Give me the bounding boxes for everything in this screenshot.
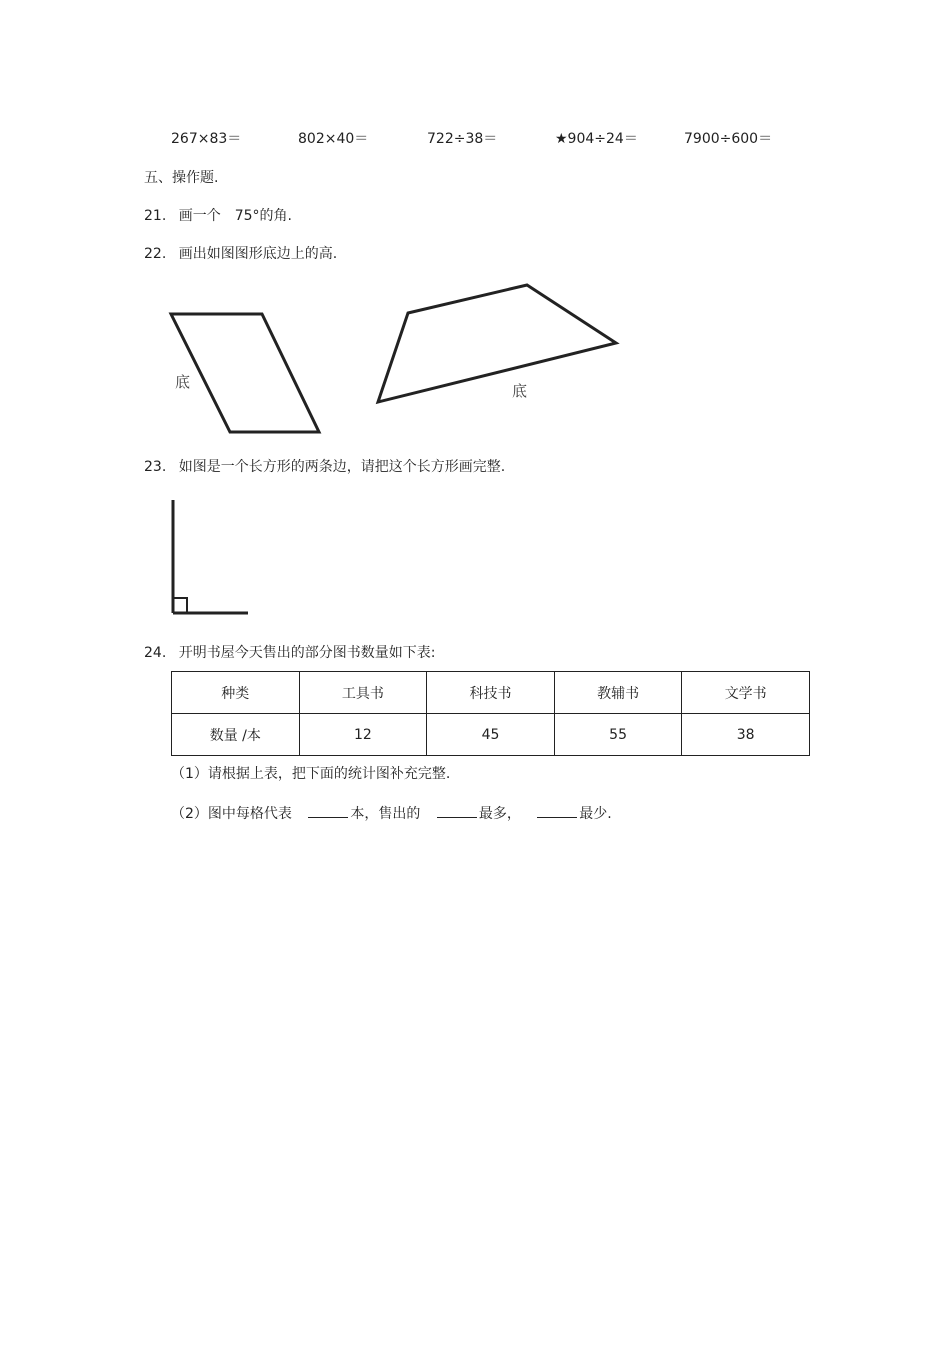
sub-question-text: （2）图中每格代表 [171,806,292,822]
answer-blank[interactable] [537,803,577,818]
question-23 [144,458,505,476]
calc-item: 7900÷600＝ [684,131,773,147]
table-cell: 12 [299,714,427,756]
right-angle-mark [173,598,187,613]
question-24 [144,644,435,662]
question-number: 22. [144,246,167,262]
table-cell: 45 [427,714,555,756]
parallelogram-shape [171,314,319,432]
calc-item: 802×40＝ [298,131,369,147]
rectangle-sides-figure [165,495,255,620]
trapezoid-figure [370,278,630,413]
question-22 [144,245,337,263]
question-text: 画出如图图形底边上的高. [178,246,338,262]
base-label: 底 [175,373,191,391]
table-cell: 55 [554,714,682,756]
table-cell: 教辅书 [554,672,682,714]
sub-question-1: （1）请根据上表，把下面的统计图补充完整. [171,766,451,782]
table-cell: 文学书 [682,672,810,714]
sub-question-2 [171,803,612,823]
question-number: 24. [144,645,167,661]
question-text: 如图是一个长方形的两条边，请把这个长方形画完整. [178,459,506,475]
table-row [172,672,810,714]
table-cell: 种类 [172,672,300,714]
answer-blank[interactable] [308,803,348,818]
question-text: 开明书屋今天售出的部分图书数量如下表: [178,645,436,661]
answer-blank[interactable] [437,803,477,818]
sub-question-text: 最少. [579,806,612,822]
sub-question-text: 最多， [478,806,521,822]
book-sales-table [171,671,810,756]
sub-question-text: 本，售出的 [350,806,421,822]
table-cell: 数量 /本 [172,714,300,756]
question-number: 21. [144,208,167,224]
table-cell: 工具书 [299,672,427,714]
base-label: 底 [512,382,528,400]
trapezoid-shape [378,285,616,402]
question-text: 画一个 75°的角. [178,208,292,224]
calc-item: 267×83＝ [171,131,242,147]
parallelogram-figure [160,300,340,440]
table-cell: 38 [682,714,810,756]
question-21 [144,207,292,225]
section-heading: 五、操作题. [144,170,219,186]
table-row [172,714,810,756]
calc-item: 722÷38＝ [427,131,498,147]
table-cell: 科技书 [427,672,555,714]
question-number: 23. [144,459,167,475]
calc-item: ★904÷24＝ [555,131,638,147]
